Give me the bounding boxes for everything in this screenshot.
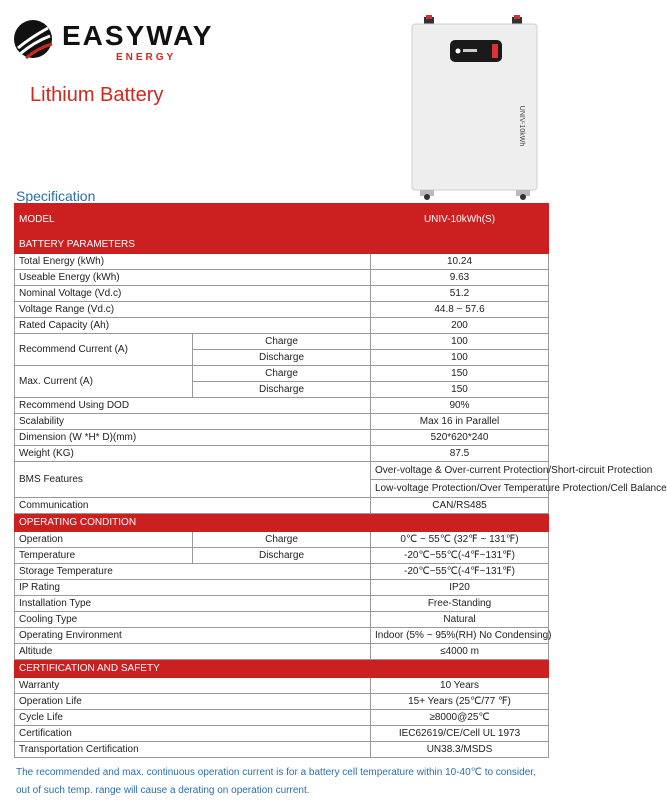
recommend-current-label: Recommend Current (A) [15,334,193,366]
model-value: UNIV-10kWh(S) [371,204,549,236]
row-label: IP Rating [15,580,371,596]
recommend-charge-value: 100 [371,334,549,350]
table-row [15,532,549,548]
model-label: MODEL [15,204,371,236]
row-label: Nominal Voltage (Vd.c) [15,286,371,302]
table-row [15,678,549,694]
table-row [15,742,549,758]
brand-name: EASYWAY [62,20,214,51]
easyway-logo-icon [12,18,54,60]
table-row [15,414,549,430]
table-row [15,286,549,302]
footnote: The recommended and max. continuous operation current is for a battery cell temperature within 10-40℃ to consider, out of such temp. range will cause a derating on operation current. [16,767,536,796]
table-row [15,726,549,742]
table-row [15,302,549,318]
charge-label: Charge [193,532,371,548]
model-row [15,204,549,236]
row-value: Max 16 in Parallel [371,414,549,430]
row-value: IEC62619/CE/Cell UL 1973 [371,726,549,742]
row-label: Certification [15,726,371,742]
row-label: Total Energy (kWh) [15,254,371,270]
table-row [15,270,549,286]
charge-label: Charge [193,366,371,382]
row-value: 10.24 [371,254,549,270]
row-value: 10 Years [371,678,549,694]
battery-side-label: UNIV-10kWh [518,105,525,147]
charge-label: Charge [193,334,371,350]
row-value: ≥8000@25℃ [371,710,549,726]
operation-temp-label-2: Temperature [15,548,193,564]
table-row [15,580,549,596]
row-label: Scalability [15,414,371,430]
row-value: -20℃~55℃(-4℉~131℉) [371,564,549,580]
operation-discharge-temp: -20℃~55℃(-4℉~131℉) [371,548,549,564]
row-label: Installation Type [15,596,371,612]
table-row [15,628,549,644]
table-row [15,462,549,480]
table-row [15,548,549,564]
row-value: Natural [371,612,549,628]
row-label: Operation Life [15,694,371,710]
row-label: Cooling Type [15,612,371,628]
table-row [15,398,549,414]
section-certification-and-safety: CERTIFICATION AND SAFETY [15,660,549,678]
row-label: Altitude [15,644,371,660]
specification-heading: Specification [16,188,96,204]
discharge-label: Discharge [193,548,371,564]
section-battery-parameters: BATTERY PARAMETERS [15,236,549,254]
discharge-label: Discharge [193,350,371,366]
row-label: Storage Temperature [15,564,371,580]
table-row [15,498,549,514]
row-value: 15+ Years (25℃/77 ℉) [371,694,549,710]
brand-subtitle: ENERGY [116,52,177,63]
recommend-discharge-value: 100 [371,350,549,366]
operation-temp-label-1: Operation [15,532,193,548]
table-row [15,254,549,270]
table-row [15,430,549,446]
row-label: Dimension (W *H* D)(mm) [15,430,371,446]
communication-value: CAN/RS485 [371,498,549,514]
table-row [15,644,549,660]
table-row [15,318,549,334]
row-label: Transportation Certification [15,742,371,758]
section-operating-condition: OPERATING CONDITION [15,514,549,532]
table-row [15,564,549,580]
bms-feature-line-1: Over-voltage & Over-current Protection/Short-circuit Protection [371,462,549,480]
specification-table [14,203,667,758]
row-label: Cycle Life [15,710,371,726]
row-value: 90% [371,398,549,414]
max-current-label: Max. Current (A) [15,366,193,398]
communication-label: Communication [15,498,371,514]
row-value: UN38.3/MSDS [371,742,549,758]
row-value: Indoor (5% ~ 95%(RH) No Condensing) [371,628,549,644]
row-value: 87.5 [371,446,549,462]
product-title: Lithium Battery [30,84,164,106]
row-value: 520*620*240 [371,430,549,446]
table-row [15,694,549,710]
row-value: 51.2 [371,286,549,302]
table-row [15,366,549,382]
bms-feature-line-2: Low-voltage Protection/Over Temperature Protection/Cell Balance [371,480,549,498]
operation-charge-temp: 0℃ ~ 55℃ (32℉ ~ 131℉) [371,532,549,548]
row-value: 44.8 ~ 57.6 [371,302,549,318]
row-label: Operating Environment [15,628,371,644]
bms-label: BMS Features [15,462,371,498]
row-label: Recommend Using DOD [15,398,371,414]
row-value: ≤4000 m [371,644,549,660]
row-label: Voltage Range (Vd.c) [15,302,371,318]
row-value: Free-Standing [371,596,549,612]
max-discharge-value: 150 [371,382,549,398]
table-row [15,596,549,612]
table-row [15,710,549,726]
table-row [15,612,549,628]
row-label: Useable Energy (kWh) [15,270,371,286]
brand-logo [12,18,212,68]
row-value: 200 [371,318,549,334]
max-charge-value: 150 [371,366,549,382]
battery-product-image [408,14,541,200]
row-label: Rated Capacity (Ah) [15,318,371,334]
table-row [15,334,549,350]
row-value: 9.63 [371,270,549,286]
row-label: Weight (KG) [15,446,371,462]
discharge-label: Discharge [193,382,371,398]
row-label: Warranty [15,678,371,694]
row-value: IP20 [371,580,549,596]
table-row [15,446,549,462]
